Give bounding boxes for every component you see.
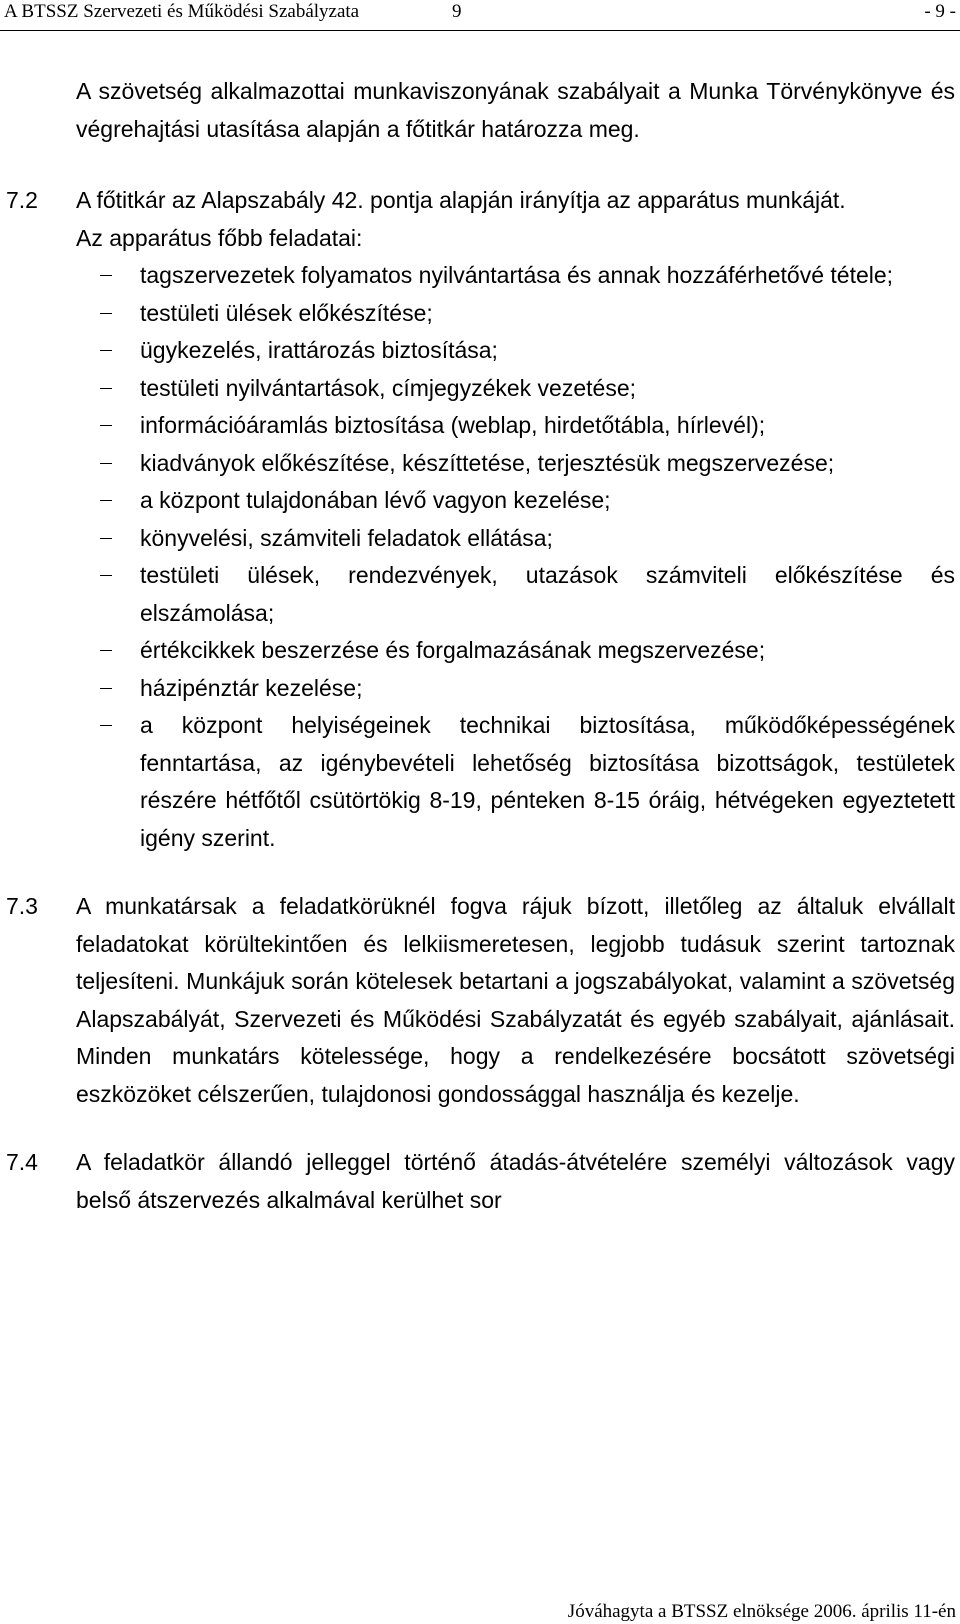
list-item-text: házipénztár kezelése; bbox=[140, 674, 363, 701]
dash-bullet bbox=[100, 350, 112, 351]
dash-bullet bbox=[100, 688, 112, 689]
list-item bbox=[76, 670, 955, 708]
dash-bullet bbox=[100, 650, 112, 651]
header-number: 9 bbox=[452, 1, 462, 22]
list-item bbox=[76, 707, 955, 857]
section-text: A feladatkör állandó jelleggel történő átadás-átvételére személyi változások vagy belső átszervezés alkalmával kerülhet sor bbox=[76, 1149, 955, 1213]
spacer bbox=[0, 1113, 960, 1144]
page-content bbox=[0, 73, 960, 1219]
tasks-list bbox=[76, 257, 955, 857]
spacer bbox=[0, 857, 960, 888]
list-item bbox=[76, 632, 955, 670]
list-item bbox=[76, 257, 955, 295]
list-item bbox=[76, 332, 955, 370]
tasks-subheading: Az apparátus főbb feladatai: bbox=[76, 224, 363, 251]
list-item bbox=[76, 520, 955, 558]
section-7-2 bbox=[0, 182, 960, 857]
dash-bullet bbox=[100, 463, 112, 464]
header-divider bbox=[0, 30, 960, 31]
dash-bullet bbox=[100, 388, 112, 389]
list-item bbox=[76, 370, 955, 408]
section-text: A munkatársak a feladatkörüknél fogva rájuk bízott, illetőleg az általuk elvállalt feladatokat körültekintően és lelkiismeretesen, legjobb tudásuk szerint tartoznak teljesíteni. Munkájuk során kötelesek betartani a jogszabályokat, valamint a szövetség Alapszabályát, Szervezeti és Működési Szabályzatát és egyéb szabályait, ajánlásait. Minden munkatárs kötelessége, hogy a rendelkezésére bocsátott szövetségi eszközöket célszerűen, tulajdonosi gondossággal használja és kezelje. bbox=[76, 893, 955, 1107]
section-text: A főtitkár az Alapszabály 42. pontja alapján irányítja az apparátus munkáját. bbox=[76, 187, 846, 213]
section-7-3 bbox=[0, 888, 960, 1113]
dash-bullet bbox=[100, 538, 112, 539]
list-item-text: a központ helyiségeinek technikai biztosítása, működőképességének fenntartása, az igénybevételi lehetőség biztosítása bizottságok, testületek részére hétfőtől csütörtökig 8-19, pénteken 8-15 óráig, hétvégeken egyeztetett igény szerint. bbox=[140, 712, 955, 851]
list-item-text: tagszervezetek folyamatos nyilvántartása és annak hozzáférhetővé tétele; bbox=[140, 262, 894, 288]
list-item-text: testületi ülések, rendezvények, utazások számviteli előkészítése és elszámolása; bbox=[140, 562, 955, 626]
dash-bullet bbox=[100, 575, 112, 576]
list-item bbox=[76, 482, 955, 520]
section-body bbox=[76, 182, 955, 857]
section-body bbox=[76, 888, 955, 1113]
document-title: A BTSSZ Szervezeti és Működési Szabályzata bbox=[4, 1, 360, 22]
list-item bbox=[76, 557, 955, 632]
dash-bullet bbox=[100, 725, 112, 726]
page-header bbox=[0, 0, 960, 24]
list-item-text: a központ tulajdonában lévő vagyon kezelése; bbox=[140, 487, 611, 513]
approval-footer: Jóváhagyta a BTSSZ elnöksége 2006. április 11-én bbox=[567, 1601, 956, 1622]
list-item bbox=[76, 295, 955, 333]
section-number: 7.4 bbox=[6, 1149, 38, 1175]
section-number: 7.2 bbox=[6, 187, 38, 213]
list-item-text: testületi ülések előkészítése; bbox=[140, 299, 433, 326]
intro-paragraph: A szövetség alkalmazottai munkaviszonyának szabályait a Munka Törvénykönyve és végrehajtási utasítása alapján a főtitkár határozza meg. bbox=[76, 78, 955, 142]
list-item-text: könyvelési, számviteli feladatok ellátása; bbox=[140, 524, 553, 551]
list-item-text: értékcikkek beszerzése és forgalmazásának megszervezése; bbox=[140, 637, 766, 663]
list-item-text: kiadványok előkészítése, készíttetése, terjesztésük megszervezése; bbox=[140, 449, 835, 476]
list-item-text: információáramlás biztosítása (weblap, hirdetőtábla, hírlevél); bbox=[140, 412, 766, 438]
page-number: - 9 - bbox=[924, 1, 956, 22]
dash-bullet bbox=[100, 500, 112, 501]
dash-bullet bbox=[100, 313, 112, 314]
list-item bbox=[76, 445, 955, 483]
list-item-text: ügykezelés, irattározás biztosítása; bbox=[140, 337, 498, 363]
spacer bbox=[0, 148, 960, 182]
section-body bbox=[76, 1144, 955, 1219]
list-item bbox=[76, 407, 955, 445]
section-7-4 bbox=[0, 1144, 960, 1219]
section-number: 7.3 bbox=[6, 893, 38, 919]
list-item-text: testületi nyilvántartások, címjegyzékek vezetése; bbox=[140, 374, 637, 401]
dash-bullet bbox=[100, 275, 112, 276]
dash-bullet bbox=[100, 425, 112, 426]
